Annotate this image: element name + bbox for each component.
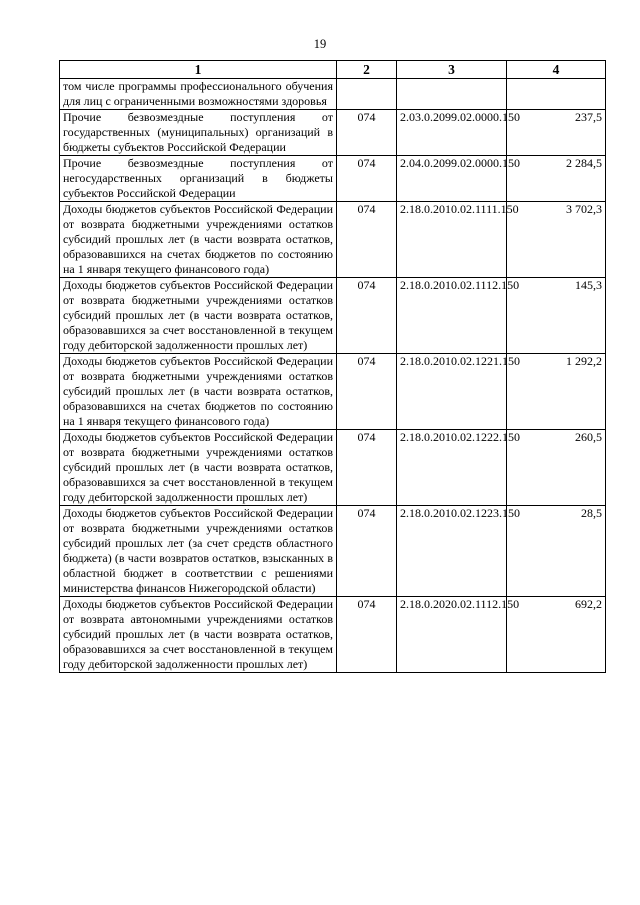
table-row: [60, 430, 606, 506]
revenue-name: Доходы бюджетов субъектов Российской Федерации от возврата бюджетными учреждениями остатков субсидий прошлых лет (в части возврата остатков, образовавшихся на счетах бюджетов по состоянию на 1 января текущего финансового года): [60, 202, 337, 278]
admin-code: 074: [337, 202, 397, 278]
admin-code: 074: [337, 430, 397, 506]
amount: 692,2: [507, 597, 606, 673]
budget-classification-code: 2.18.0.2010.02.1221.150: [397, 354, 507, 430]
revenue-name: Доходы бюджетов субъектов Российской Федерации от возврата бюджетными учреждениями остатков субсидий прошлых лет (за счет средств областного бюджета) (в части возвратов остатков, взысканных в областной бюджет в соответствии с решениями министерства финансов Нижегородской области): [60, 506, 337, 597]
revenue-name: Доходы бюджетов субъектов Российской Федерации от возврата бюджетными учреждениями остатков субсидий прошлых лет (в части возврата остатков, образовавшихся на счетах бюджетов по состоянию на 1 января текущего финансового года): [60, 354, 337, 430]
budget-classification-code: [397, 79, 507, 110]
budget-classification-code: 2.18.0.2010.02.1223.150: [397, 506, 507, 597]
amount: 2 284,5: [507, 156, 606, 202]
admin-code: 074: [337, 278, 397, 354]
amount: 3 702,3: [507, 202, 606, 278]
amount: 145,3: [507, 278, 606, 354]
column-header-1: 1: [60, 61, 337, 79]
budget-classification-code: 2.03.0.2099.02.0000.150: [397, 110, 507, 156]
column-header-2: 2: [337, 61, 397, 79]
table-header-row: [60, 61, 606, 79]
amount: 237,5: [507, 110, 606, 156]
amount: 28,5: [507, 506, 606, 597]
amount: 260,5: [507, 430, 606, 506]
table-row: [60, 156, 606, 202]
admin-code: 074: [337, 110, 397, 156]
admin-code: [337, 79, 397, 110]
budget-classification-code: 2.18.0.2010.02.1111.150: [397, 202, 507, 278]
table-row: [60, 110, 606, 156]
admin-code: 074: [337, 597, 397, 673]
table-row: [60, 506, 606, 597]
revenue-name: Доходы бюджетов субъектов Российской Федерации от возврата автономными учреждениями остатков субсидий прошлых лет (в части возврата остатков, образовавшихся за счет восстановленной в текущем году дебиторской задолженности прошлых лет): [60, 597, 337, 673]
budget-classification-code: 2.18.0.2010.02.1112.150: [397, 278, 507, 354]
table-row: [60, 597, 606, 673]
column-header-3: 3: [397, 61, 507, 79]
amount: [507, 79, 606, 110]
column-header-4: 4: [507, 61, 606, 79]
revenue-name: том числе программы профессионального обучения для лиц с ограниченными возможностями здоровья: [60, 79, 337, 110]
admin-code: 074: [337, 156, 397, 202]
budget-classification-code: 2.18.0.2010.02.1222.150: [397, 430, 507, 506]
budget-classification-code: 2.04.0.2099.02.0000.150: [397, 156, 507, 202]
table-row: [60, 79, 606, 110]
table-row: [60, 278, 606, 354]
budget-classification-code: 2.18.0.2020.02.1112.150: [397, 597, 507, 673]
revenue-name: Прочие безвозмездные поступления от негосударственных организаций в бюджеты субъектов Российской Федерации: [60, 156, 337, 202]
table-row: [60, 202, 606, 278]
revenue-name: Доходы бюджетов субъектов Российской Федерации от возврата бюджетными учреждениями остатков субсидий прошлых лет (в части возврата остатков, образовавшихся за счет восстановленной в текущем году дебиторской задолженности прошлых лет): [60, 430, 337, 506]
revenue-name: Доходы бюджетов субъектов Российской Федерации от возврата бюджетными учреждениями остатков субсидий прошлых лет (в части возврата остатков, образовавшихся за счет восстановленной в текущем году дебиторской задолженности прошлых лет): [60, 278, 337, 354]
admin-code: 074: [337, 506, 397, 597]
amount: 1 292,2: [507, 354, 606, 430]
page-number: 19: [313, 37, 327, 51]
table-row: [60, 354, 606, 430]
admin-code: 074: [337, 354, 397, 430]
revenue-table: [59, 60, 606, 673]
revenue-name: Прочие безвозмездные поступления от государственных (муниципальных) организаций в бюджеты субъектов Российской Федерации: [60, 110, 337, 156]
